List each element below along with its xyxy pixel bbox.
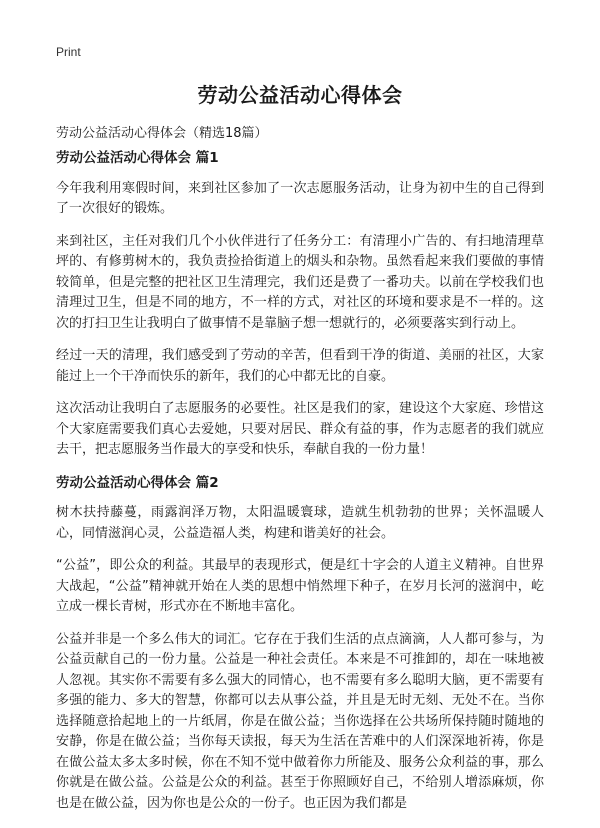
section-2 [56, 473, 544, 815]
paragraph: 公益并非是一个多么伟大的词汇。它存在于我们生活的点点滴滴，人人都可参与，为公益贡献自己的一份力量。公益是一种社会责任。本来是不可推卸的，却在一味地被人忽视。其实你不需要有多么强大的同情心，也不需要有多么聪明大脑，更不需要有多强的能力、多大的智慧，你都可以去从事公益，并且是无时无刻、无处不在。当你选择随意拾起地上的一片纸屑，你是在做公益；当你选择在公共场所保持随时随地的安静，你是在做公益；当你每天读报，每天为生活在苦难中的人们深深地祈祷，你是在做公益太多太多时候，你在不知不觉中做着你力所能及、服务公众利益的事，那么你就是在做公益。公益是公众的利益。甚至于你照顾好自己，不给别人增添麻烦，你也是在做公益，因为你也是公众的一份子。也正因为我们都是 [56, 631, 544, 811]
paragraph: 来到社区，主任对我们几个小伙伴进行了任务分工：有清理小广告的、有扫地清理草坪的、有修剪树木的，我负责捡拾街道上的烟头和杂物。虽然看起来我们要做的事情较简单，但是完整的把社区卫生清理完，我们还是费了一番功夫。以前在学校我们也清理过卫生，但是不同的地方，不一样的方式，对社区的环境和要求是不一样的。这次的打扫卫生让我明白了做事情不是靠脑子想一想就行的，必须要落实到行动上。 [56, 233, 544, 331]
paragraph: 这次活动让我明白了志愿服务的必要性。社区是我们的家，建设这个大家庭、珍惜这个大家庭需要我们真心去爱她，只要对居民、群众有益的事，作为志愿者的我们就应去干，把志愿服务当作最大的享受和快乐，奉献自我的一份力量！ [56, 401, 544, 457]
paragraph: 今年我利用寒假时间，来到社区参加了一次志愿服务活动，让身为初中生的自己得到了一次很好的锻炼。 [56, 180, 544, 216]
section-heading: 劳动公益活动心得体会 篇1 [56, 150, 219, 166]
article-body [56, 148, 544, 826]
section-heading: 劳动公益活动心得体会 篇2 [56, 474, 219, 491]
page-title: 劳动公益活动心得体会 [197, 83, 403, 107]
subtitle: 劳动公益活动心得体会（精选18篇） [56, 126, 268, 141]
print-label[interactable]: Print [56, 45, 81, 59]
paragraph: 树木扶持藤蔓，雨露润泽万物，太阳温暖寰球，造就生机勃勃的世界；关怀温暖人心，同情滋润心灵，公益造福人类，构建和谐美好的社会。 [56, 505, 544, 541]
paragraph: 经过一天的清理，我们感受到了劳动的辛苦，但看到干净的街道、美丽的社区，大家能过上一个干净而快乐的新年，我们的心中都无比的自豪。 [56, 348, 544, 384]
paragraph: “公益”，即公众的利益。其最早的表现形式，便是红十字会的人道主义精神。自世界大战起，“公益”精神就开始在人类的思想中悄然埋下种子，在岁月长河的滋润中，屹立成一棵长青树，形式亦在不断地丰富化。 [56, 558, 544, 614]
section-1 [56, 148, 544, 461]
